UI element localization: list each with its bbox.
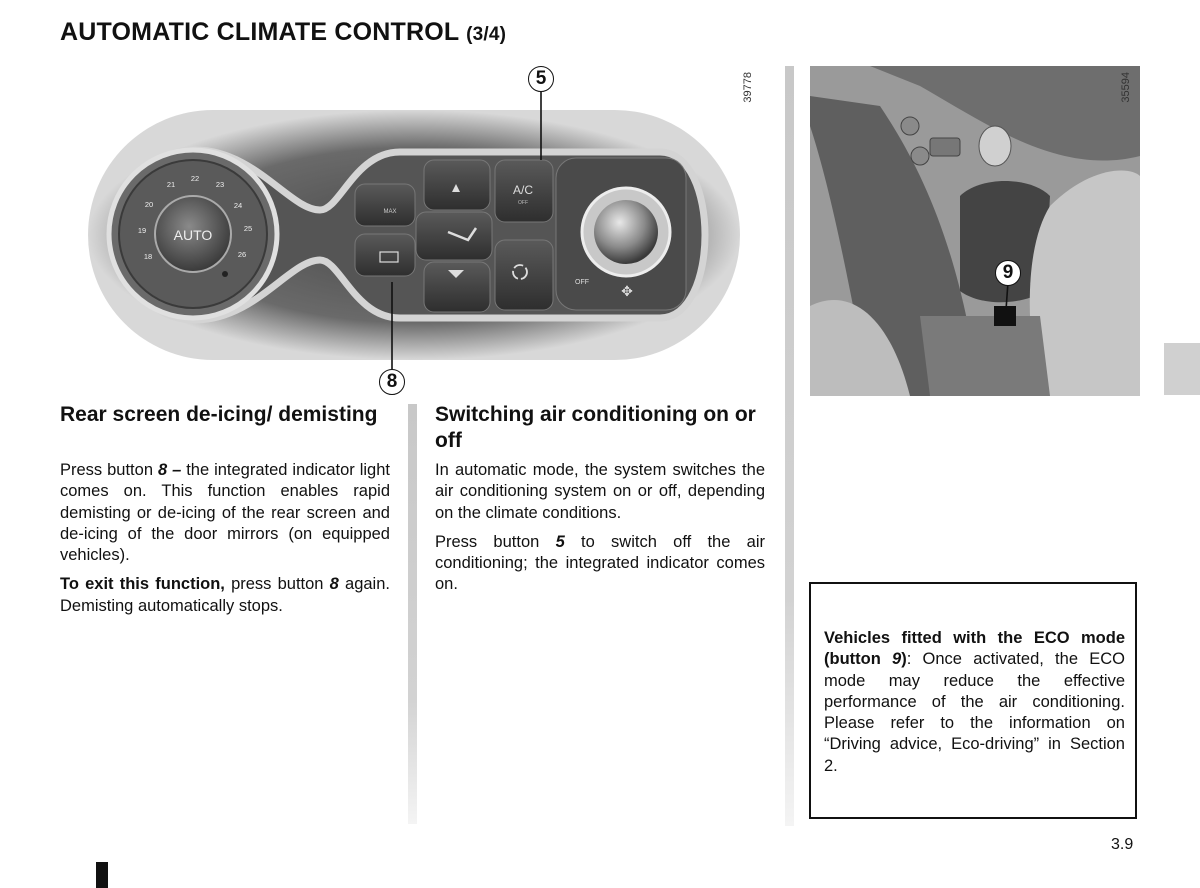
callout-8: 8 [379,369,405,395]
recirculation-button[interactable] [495,240,553,310]
callout-5: 5 [528,66,554,92]
climate-panel-figure [0,0,800,400]
text: press button [224,575,330,594]
dial-number-18: 18 [143,252,153,261]
callout-9: 9 [995,260,1021,286]
figure2-code: 35594 [1120,72,1132,103]
paragraph [435,532,765,596]
section-body-rear-screen [60,460,390,625]
bold-text: To exit this function, [60,575,225,594]
paragraph: In automatic mode, the system switches the air conditioning system on or off, depending on the climate conditions. [435,461,765,522]
paragraph [60,574,390,617]
temperature-dial[interactable] [109,150,277,318]
button-ref-5: 5 [555,532,565,551]
text: to switch off the air conditioning; the integrated indicator comes on. [435,532,765,594]
dial-number-24: 24 [233,201,243,210]
section-body-air-conditioning [435,460,765,604]
text: again. Demisting automatically stops. [60,575,390,615]
off-label: OFF [575,279,589,286]
text: : Once activated, the ECO mode may reduce the effective performance of the air conditioning. Please refer to the information on “Driving advice, Eco-driving” in Section 2. [824,650,1125,775]
page-title-text: AUTOMATIC CLIMATE CONTROL [60,18,459,46]
dial-number-20: 20 [144,200,154,209]
button-ref-8: 8 [329,575,339,594]
fan-up-button[interactable] [424,160,490,210]
section-title-air-conditioning: Switching air conditioning on or off [435,403,756,452]
page-corner-mark [96,862,108,888]
fan-down-button[interactable] [424,262,490,312]
text: Press button [60,461,158,479]
fan-icon: ✥ [621,284,633,300]
dial-number-21: 21 [166,180,176,189]
dial-number-25: 25 [243,224,253,233]
max-demist-button[interactable] [355,184,415,226]
column-divider-right [785,66,794,826]
dial-number-19: 19 [137,226,147,235]
paragraph [60,460,390,566]
gear-knob [979,126,1011,166]
eco-mode-button[interactable] [994,306,1016,326]
button-ref-8: 8 – [157,461,182,479]
dial-number-23: 23 [215,180,225,189]
air-distribution-button[interactable] [416,212,492,260]
bold-text: ) [901,650,907,669]
column-divider-left [408,404,417,824]
interior-photo-figure [810,66,1140,396]
section-tab-marker [1164,343,1200,395]
bold-text: Vehicles fitted with the ECO mode (button [824,629,1125,669]
page-number: 3.9 [1111,836,1134,853]
eco-note-text [824,628,1125,777]
ac-off-label: OFF [518,200,528,206]
figure1-code: 39778 [742,72,754,103]
max-label: MAX [383,209,397,215]
text: Press button [435,532,556,551]
ac-label: A/C [512,183,534,197]
dial-number-22: 22 [190,174,200,183]
page-title-part: (3/4) [466,24,507,45]
button-ref-9: 9 [892,650,902,669]
text: the integrated indicator light comes on. This function enables rapid demisting or de-icing of the rear screen and de-icing of the door mirrors (on equipped vehicles). [60,461,390,565]
dial-number-26: 26 [237,250,247,259]
dial-auto-label: AUTO [173,227,213,243]
rear-screen-demist-button[interactable] [355,234,415,276]
section-title-rear-screen: Rear screen de-icing/ demisting [60,403,378,426]
